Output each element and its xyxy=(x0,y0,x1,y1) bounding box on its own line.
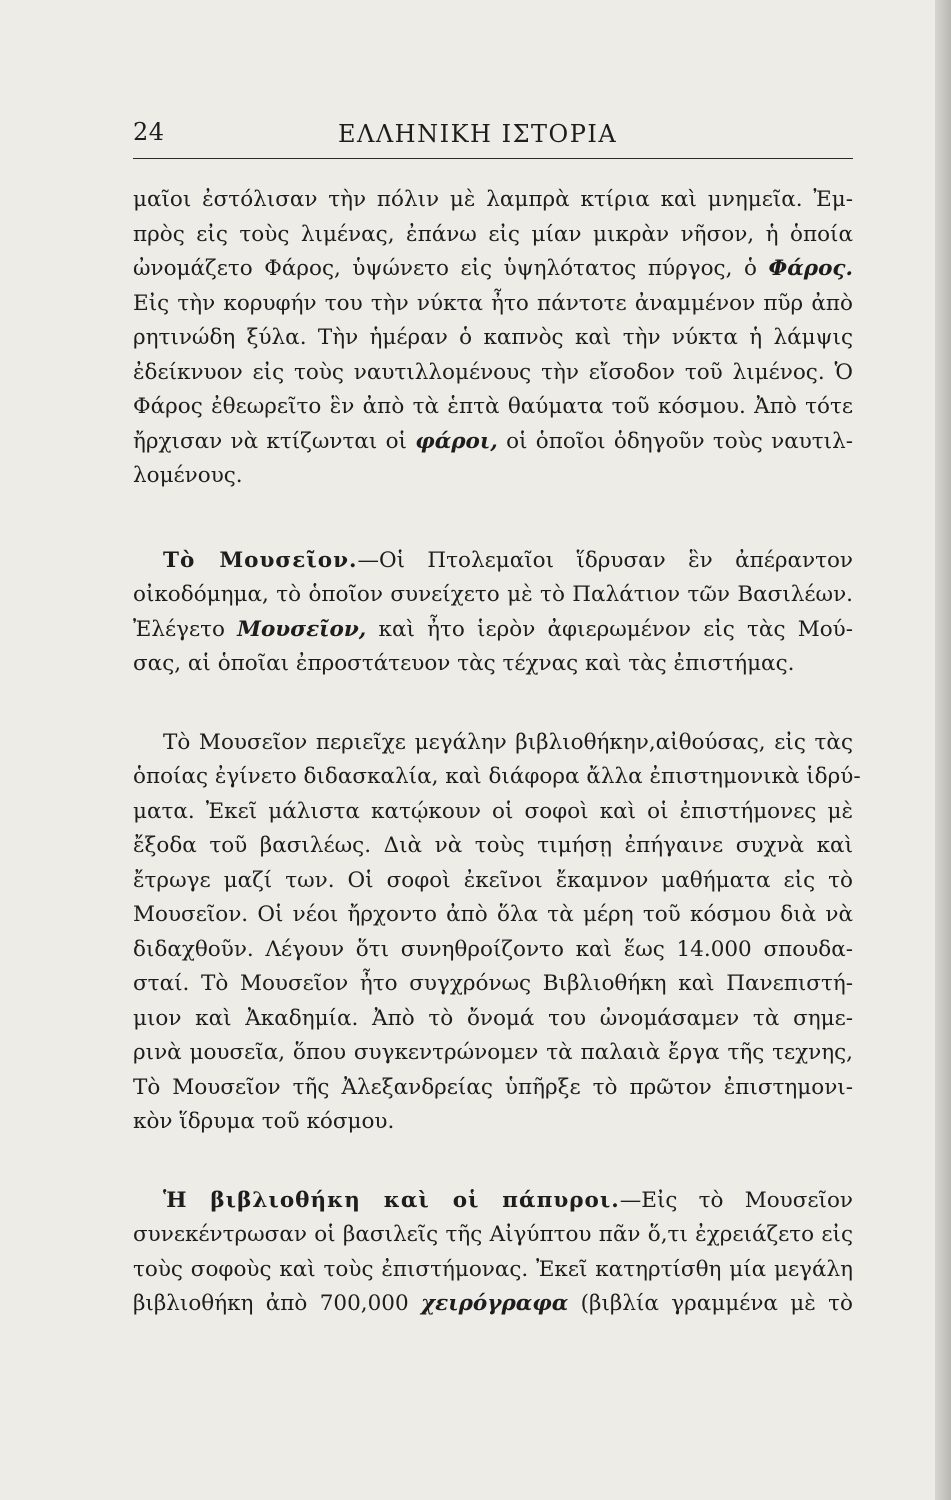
emphasis-faroi: φάροι, xyxy=(415,428,498,454)
text-line: ρινὰ μουσεῖα, ὅπου συγκεντρώνομεν τὰ παλαιὰ ἔργα τῆς τεχνης, xyxy=(133,1040,853,1065)
text-line: Μουσεῖον. Οἱ νέοι ἤρχοντο ἀπὸ ὅλα τὰ μέρη τοῦ κόσμου διὰ νὰ xyxy=(133,902,853,927)
text-line: ὁποίας ἐγίνετο διδασκαλία, καὶ διάφορα ἄλλα ἐπιστημονικὰ ἱδρύ- xyxy=(133,764,861,789)
paragraph-museum-details xyxy=(133,726,861,1140)
text-segment: (βιβλία γραμμένα μὲ τὸ xyxy=(568,1291,853,1316)
text-line: Τὸ Μουσεῖον περιεῖχε μεγάλην βιβλιοθήκην,αἰθούσας, εἰς τὰς xyxy=(163,729,853,755)
emphasis-pharos: Φάρος. xyxy=(768,256,853,281)
text-line: συνεκέντρωσαν οἱ βασιλεῖς τῆς Αἰγύπτου πᾶν ὅ,τι ἐχρειάζετο εἰς xyxy=(133,1222,853,1247)
page-header xyxy=(133,118,853,159)
text-segment: βιβλιοθήκη ἀπὸ 700,000 xyxy=(133,1291,421,1316)
paragraph-museum xyxy=(133,544,853,682)
text-line: σταί. Τὸ Μουσεῖον ἦτο συγχρόνως Βιβλιοθήκη καὶ Πανεπιστή- xyxy=(133,971,853,996)
text-segment: οἱ ὁποῖοι ὁδηγοῦν τοὺς ναυτιλ- xyxy=(497,428,854,454)
section-heading-library: Ἡ βιβλιοθήκη καὶ οἱ πάπυροι. xyxy=(163,1187,620,1213)
text-line: ἐδείκνυον εἰς τοὺς ναυτιλλομένους τὴν εἴσοδον τοῦ λιμένος. Ὁ xyxy=(133,359,853,385)
emphasis-manuscripts: χειρόγραφα xyxy=(421,1291,569,1316)
text-line: ρητινώδη ξύλα. Τὴν ἡμέραν ὁ καπνὸς καὶ τὴν νύκτα ἡ λάμψις xyxy=(133,325,853,350)
text-segment: Ἐλέγετο xyxy=(133,616,238,642)
text-line xyxy=(133,1184,853,1219)
emphasis-mouseion: Μουσεῖον, xyxy=(237,616,367,642)
text-line: οἰκοδόμημα, τὸ ὁποῖον συνείχετο μὲ τὸ Παλάτιον τῶν Βασιλέων. xyxy=(133,582,853,607)
text-segment: —Εἰς τὸ Μουσεῖον xyxy=(619,1187,853,1213)
text-line: ἔξοδα τοῦ βασιλέως. Διὰ νὰ τοὺς τιμήσῃ ἐπήγαινε συχνὰ καὶ xyxy=(133,833,853,858)
text-line: τοὺς σοφοὺς καὶ τοὺς ἐπιστήμονας. Ἐκεῖ κατηρτίσθη μία μεγάλη xyxy=(133,1256,853,1282)
text-segment: καὶ ἦτο ἱερὸν ἀφιερωμένον εἰς τὰς Μού- xyxy=(366,616,853,642)
page-edge-shadow xyxy=(935,0,951,1500)
section-heading-museum: Τὸ Μουσεῖον. xyxy=(163,547,358,573)
text-line: πρὸς εἰς τοὺς λιμένας, ἐπάνω εἰς μίαν μικρὰν νῆσον, ἡ ὁποία xyxy=(133,221,853,247)
text-line xyxy=(133,425,853,460)
paragraph-pharos xyxy=(133,183,853,494)
body-text xyxy=(133,183,861,1322)
text-segment: ἤρχισαν νὰ κτίζωνται οἱ xyxy=(133,428,416,454)
text-line xyxy=(133,544,853,579)
text-line xyxy=(133,252,853,287)
text-line: κὸν ἵδρυμα τοῦ κόσμου. xyxy=(133,1109,395,1134)
text-line: Φάρος ἐθεωρεῖτο ἓν ἀπὸ τὰ ἑπτὰ θαύματα τοῦ κόσμου. Ἀπὸ τότε xyxy=(133,394,853,419)
text-line: μιον καὶ Ἀκαδημία. Ἀπὸ τὸ ὄνομά του ὠνομάσαμεν τὰ σημε- xyxy=(133,1005,853,1031)
text-line: Τὸ Μουσεῖον τῆς Ἀλεξανδρείας ὑπῆρξε τὸ πρῶτον ἐπιστημονι- xyxy=(133,1074,853,1100)
text-segment: —Οἱ Πτολεμαῖοι ἵδρυσαν ἓν ἀπέραντον xyxy=(357,547,853,573)
text-line xyxy=(133,1287,853,1322)
text-segment: ὠνομάζετο Φάρος, ὑψώνετο εἰς ὑψηλότατος πύργος, ὁ xyxy=(133,256,769,281)
page-number: 24 xyxy=(133,118,165,146)
text-line: ματα. Ἐκεῖ μάλιστα κατῴκουν οἱ σοφοὶ καὶ οἱ ἐπιστήμονες μὲ xyxy=(133,798,853,824)
running-title: ΕΛΛΗΝΙΚΗ ΙΣΤΟΡΙΑ xyxy=(338,120,618,148)
text-line: Εἰς τὴν κορυφήν του τὴν νύκτα ἦτο πάντοτε ἀναμμένον πῦρ ἀπὸ xyxy=(133,290,853,316)
paragraph-library xyxy=(133,1184,853,1322)
text-line: λομένους. xyxy=(133,463,243,488)
text-line: σας, αἱ ὁποῖαι ἐπροστάτευον τὰς τέχνας καὶ τὰς ἐπιστήμας. xyxy=(133,651,795,676)
text-line: διδαχθοῦν. Λέγουν ὅτι συνηθροίζοντο καὶ ἕως 14.000 σπουδα- xyxy=(133,936,853,962)
text-line: μαῖοι ἐστόλισαν τὴν πόλιν μὲ λαμπρὰ κτίρια καὶ μνημεῖα. Ἐμ- xyxy=(133,187,853,212)
text-line: ἔτρωγε μαζί των. Οἱ σοφοὶ ἐκεῖνοι ἔκαμνον μαθήματα εἰς τὸ xyxy=(133,867,853,893)
text-line xyxy=(133,613,853,648)
